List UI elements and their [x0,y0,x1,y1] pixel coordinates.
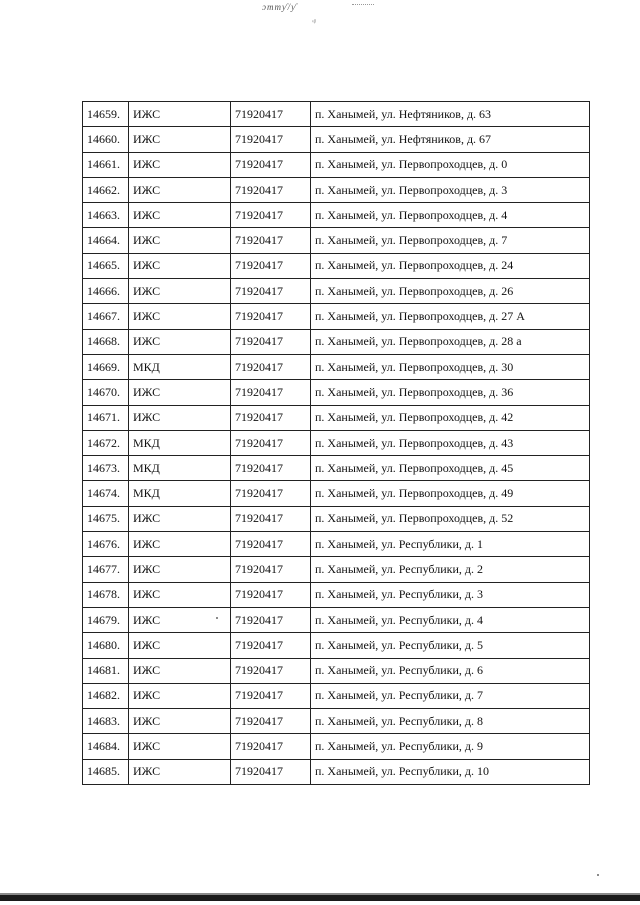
address-cell: п. Ханымей, ул. Первопроходцев, д. 7 [311,228,590,253]
table-row [83,481,590,506]
address-cell: п. Ханымей, ул. Первопроходцев, д. 3 [311,177,590,202]
oktmo-code-cell: 71920417 [231,607,311,632]
oktmo-code-cell: 71920417 [231,253,311,278]
oktmo-code-cell: 71920417 [231,102,311,127]
table-row [83,456,590,481]
building-type-cell: ИЖС [129,506,231,531]
oktmo-code-cell: 71920417 [231,329,311,354]
scan-small-mark: ᵥᵦ [312,16,317,24]
scan-speck [216,617,218,619]
oktmo-code-cell: 71920417 [231,152,311,177]
oktmo-code-cell: 71920417 [231,683,311,708]
row-number-cell: 14669. [83,354,129,379]
address-cell: п. Ханымей, ул. Нефтяников, д. 63 [311,102,590,127]
oktmo-code-cell: 71920417 [231,203,311,228]
row-number-cell: 14667. [83,304,129,329]
row-number-cell: 14662. [83,177,129,202]
oktmo-code-cell: 71920417 [231,734,311,759]
table-row [83,127,590,152]
oktmo-code-cell: 71920417 [231,506,311,531]
building-type-cell: МКД [129,456,231,481]
oktmo-code-cell: 71920417 [231,405,311,430]
building-type-cell: ИЖС [129,683,231,708]
address-cell: п. Ханымей, ул. Первопроходцев, д. 30 [311,354,590,379]
building-type-cell: ИЖС [129,658,231,683]
row-number-cell: 14678. [83,582,129,607]
row-number-cell: 14685. [83,759,129,784]
building-type-cell: МКД [129,430,231,455]
oktmo-code-cell: 71920417 [231,633,311,658]
building-type-cell: ИЖС [129,405,231,430]
table-row [83,253,590,278]
table-row [83,405,590,430]
table-row [83,329,590,354]
row-number-cell: 14677. [83,557,129,582]
address-cell: п. Ханымей, ул. Республики, д. 1 [311,532,590,557]
row-number-cell: 14661. [83,152,129,177]
table-row [83,279,590,304]
address-cell: п. Ханымей, ул. Первопроходцев, д. 45 [311,456,590,481]
table-row [83,734,590,759]
address-cell: п. Ханымей, ул. Республики, д. 9 [311,734,590,759]
scan-scribble: ɔттƴ/ƴ [262,2,297,12]
row-number-cell: 14682. [83,683,129,708]
table-row [83,380,590,405]
building-type-cell: ИЖС [129,304,231,329]
scan-speck [597,874,599,876]
table-row [83,709,590,734]
oktmo-code-cell: 71920417 [231,228,311,253]
address-cell: п. Ханымей, ул. Первопроходцев, д. 0 [311,152,590,177]
table-row [83,354,590,379]
table-row [83,304,590,329]
building-type-cell: ИЖС [129,253,231,278]
building-type-cell: ИЖС [129,279,231,304]
address-cell: п. Ханымей, ул. Республики, д. 8 [311,709,590,734]
oktmo-code-cell: 71920417 [231,354,311,379]
building-type-cell: ИЖС [129,557,231,582]
address-cell: п. Ханымей, ул. Республики, д. 6 [311,658,590,683]
table-body [83,102,590,785]
address-cell: п. Ханымей, ул. Нефтяников, д. 67 [311,127,590,152]
address-cell: п. Ханымей, ул. Первопроходцев, д. 26 [311,279,590,304]
address-cell: п. Ханымей, ул. Первопроходцев, д. 43 [311,430,590,455]
table-row [83,633,590,658]
oktmo-code-cell: 71920417 [231,177,311,202]
oktmo-code-cell: 71920417 [231,456,311,481]
building-type-cell: ИЖС [129,228,231,253]
oktmo-code-cell: 71920417 [231,709,311,734]
row-number-cell: 14671. [83,405,129,430]
row-number-cell: 14676. [83,532,129,557]
table-row [83,759,590,784]
building-type-cell: ИЖС [129,177,231,202]
row-number-cell: 14665. [83,253,129,278]
row-number-cell: 14680. [83,633,129,658]
address-cell: п. Ханымей, ул. Первопроходцев, д. 27 А [311,304,590,329]
oktmo-code-cell: 71920417 [231,481,311,506]
building-type-cell: ИЖС [129,734,231,759]
building-type-cell: ИЖС [129,329,231,354]
address-cell: п. Ханымей, ул. Первопроходцев, д. 49 [311,481,590,506]
building-type-cell: ИЖС [129,709,231,734]
oktmo-code-cell: 71920417 [231,557,311,582]
building-type-cell: ИЖС [129,759,231,784]
scan-bottom-edge [0,895,640,901]
table-row [83,607,590,632]
address-cell: п. Ханымей, ул. Республики, д. 10 [311,759,590,784]
table-row [83,658,590,683]
oktmo-code-cell: 71920417 [231,127,311,152]
address-cell: п. Ханымей, ул. Республики, д. 2 [311,557,590,582]
row-number-cell: 14672. [83,430,129,455]
row-number-cell: 14674. [83,481,129,506]
row-number-cell: 14660. [83,127,129,152]
oktmo-code-cell: 71920417 [231,380,311,405]
address-cell: п. Ханымей, ул. Первопроходцев, д. 36 [311,380,590,405]
table-row [83,228,590,253]
address-registry-table [82,101,590,785]
row-number-cell: 14666. [83,279,129,304]
address-cell: п. Ханымей, ул. Республики, д. 7 [311,683,590,708]
address-cell: п. Ханымей, ул. Первопроходцев, д. 4 [311,203,590,228]
oktmo-code-cell: 71920417 [231,279,311,304]
table-row [83,102,590,127]
row-number-cell: 14668. [83,329,129,354]
building-type-cell: ИЖС [129,633,231,658]
row-number-cell: 14681. [83,658,129,683]
table-row [83,177,590,202]
oktmo-code-cell: 71920417 [231,759,311,784]
table-row [83,152,590,177]
table-row [83,557,590,582]
oktmo-code-cell: 71920417 [231,532,311,557]
row-number-cell: 14663. [83,203,129,228]
oktmo-code-cell: 71920417 [231,304,311,329]
building-type-cell: ИЖС [129,102,231,127]
building-type-cell: ИЖС [129,380,231,405]
row-number-cell: 14684. [83,734,129,759]
address-cell: п. Ханымей, ул. Республики, д. 5 [311,633,590,658]
row-number-cell: 14679. [83,607,129,632]
row-number-cell: 14673. [83,456,129,481]
address-cell: п. Ханымей, ул. Первопроходцев, д. 52 [311,506,590,531]
address-cell: п. Ханымей, ул. Первопроходцев, д. 28 а [311,329,590,354]
building-type-cell: ИЖС [129,582,231,607]
building-type-cell: ИЖС [129,532,231,557]
oktmo-code-cell: 71920417 [231,658,311,683]
row-number-cell: 14683. [83,709,129,734]
table-row [83,506,590,531]
table-row [83,582,590,607]
row-number-cell: 14664. [83,228,129,253]
oktmo-code-cell: 71920417 [231,582,311,607]
address-cell: п. Ханымей, ул. Первопроходцев, д. 42 [311,405,590,430]
address-cell: п. Ханымей, ул. Республики, д. 3 [311,582,590,607]
oktmo-code-cell: 71920417 [231,430,311,455]
table-row [83,683,590,708]
address-cell: п. Ханымей, ул. Республики, д. 4 [311,607,590,632]
table-row [83,203,590,228]
row-number-cell: 14659. [83,102,129,127]
table-row [83,430,590,455]
building-type-cell: ИЖС [129,203,231,228]
building-type-cell: МКД [129,354,231,379]
scan-dotted-mark [352,4,374,5]
row-number-cell: 14675. [83,506,129,531]
building-type-cell: ИЖС [129,152,231,177]
table-row [83,532,590,557]
building-type-cell: ИЖС [129,607,231,632]
building-type-cell: МКД [129,481,231,506]
address-cell: п. Ханымей, ул. Первопроходцев, д. 24 [311,253,590,278]
building-type-cell: ИЖС [129,127,231,152]
row-number-cell: 14670. [83,380,129,405]
